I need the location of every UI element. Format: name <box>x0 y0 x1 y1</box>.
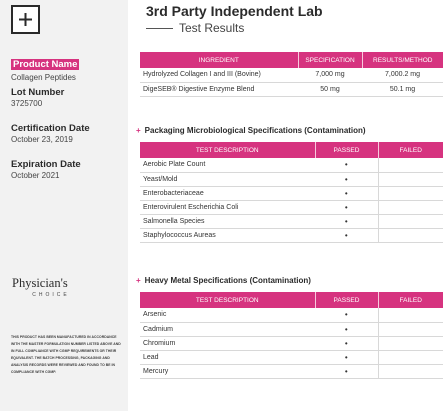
field-lot-number <box>11 87 64 109</box>
failed-cell <box>378 186 443 200</box>
table-row <box>140 322 443 336</box>
compliance-disclaimer: THIS PRODUCT HAS BEEN MANUFACTURED IN ACCORDANCE WITH THE MASTER FORMULATION NUMBER LISTED ABOVE AND IN FULL COMPLIANCE WITH CGMP REQUIREMENTS OR THEIR EQUIVALENT. THE BATCH PROCESSING, PACKAGING AND ANALYSIS RECORDS WERE REVIEWED AND FOUND TO BE IN COMPLIANCE WITH CGMP. <box>11 335 121 375</box>
table-row <box>140 158 443 172</box>
test-name: Staphylococcus Aureas <box>140 228 315 242</box>
subtitle-text: Test Results <box>179 21 245 35</box>
micro-table <box>140 142 443 243</box>
field-expiration-date <box>11 159 81 181</box>
passed-mark: • <box>315 172 378 186</box>
test-name: Aerobic Plate Count <box>140 158 315 172</box>
column-header: TEST DESCRIPTION <box>140 142 315 158</box>
table-row <box>140 214 443 228</box>
table-row <box>140 68 443 82</box>
ingredient-name: Hydrolyzed Collagen I and III (Bovine) <box>140 68 298 82</box>
passed-mark: • <box>315 336 378 350</box>
passed-mark: • <box>315 186 378 200</box>
field-label: Expiration Date <box>11 159 81 170</box>
field-label: Lot Number <box>11 87 65 98</box>
test-name: Arsenic <box>140 308 315 322</box>
passed-mark: • <box>315 200 378 214</box>
table-row <box>140 350 443 364</box>
failed-cell <box>378 172 443 186</box>
field-value: October 2021 <box>11 171 60 180</box>
column-header: FAILED <box>378 142 443 158</box>
brand-logo <box>12 276 112 298</box>
field-label: Certification Date <box>11 123 90 134</box>
field-value: Collagen Peptides <box>11 73 76 82</box>
test-name: Salmonella Species <box>140 214 315 228</box>
column-header: SPECIFICATION <box>298 52 362 68</box>
metal-section-heading[interactable] <box>136 276 311 285</box>
main-content <box>128 0 447 411</box>
test-name: Enterovirulent Escherichia Coli <box>140 200 315 214</box>
field-value: October 23, 2019 <box>11 135 73 144</box>
table-header-row <box>140 292 443 308</box>
plus-icon: + <box>136 126 141 135</box>
plus-icon: + <box>136 276 141 285</box>
test-name: Enterobacteriaceae <box>140 186 315 200</box>
passed-mark: • <box>315 364 378 378</box>
failed-cell <box>378 158 443 172</box>
table-row <box>140 186 443 200</box>
ingredient-result: 50.1 mg <box>362 82 443 96</box>
failed-cell <box>378 228 443 242</box>
logo-subtitle: CHOICE <box>32 292 70 298</box>
table-row <box>140 308 443 322</box>
test-name: Cadmium <box>140 322 315 336</box>
test-name: Chromium <box>140 336 315 350</box>
failed-cell <box>378 308 443 322</box>
passed-mark: • <box>315 158 378 172</box>
passed-mark: • <box>315 228 378 242</box>
plus-icon <box>19 13 32 26</box>
passed-mark: • <box>315 308 378 322</box>
ingredient-spec: 50 mg <box>298 82 362 96</box>
field-certification-date <box>11 123 90 145</box>
passed-mark: • <box>315 322 378 336</box>
column-header: TEST DESCRIPTION <box>140 292 315 308</box>
test-name: Lead <box>140 350 315 364</box>
table-header-row <box>140 52 443 68</box>
failed-cell <box>378 214 443 228</box>
test-name: Mercury <box>140 364 315 378</box>
micro-section-heading[interactable] <box>136 126 366 135</box>
logo-name: Physician's <box>12 276 68 290</box>
table-row <box>140 364 443 378</box>
table-row <box>140 336 443 350</box>
metal-table <box>140 292 443 379</box>
ingredients-table <box>140 52 443 97</box>
column-header: RESULTS/METHOD <box>362 52 443 68</box>
failed-cell <box>378 200 443 214</box>
section-heading-text: Packaging Microbiological Specifications (Contamination) <box>144 126 366 135</box>
table-row <box>140 228 443 242</box>
table-header-row <box>140 142 443 158</box>
column-header: FAILED <box>378 292 443 308</box>
table-row <box>140 82 443 96</box>
failed-cell <box>378 350 443 364</box>
column-header: PASSED <box>315 292 378 308</box>
column-header: PASSED <box>315 142 378 158</box>
ingredient-spec: 7,000 mg <box>298 68 362 82</box>
passed-mark: • <box>315 350 378 364</box>
subtitle-dash <box>146 28 173 29</box>
sidebar <box>0 0 128 411</box>
table-row <box>140 200 443 214</box>
failed-cell <box>378 322 443 336</box>
failed-cell <box>378 364 443 378</box>
test-name: Yeast/Mold <box>140 172 315 186</box>
column-header: INGREDIENT <box>140 52 298 68</box>
field-label: Product Name <box>13 59 78 70</box>
ingredient-name: DigeSEB® Digestive Enzyme Blend <box>140 82 298 96</box>
expand-button[interactable] <box>11 5 40 34</box>
table-row <box>140 172 443 186</box>
field-product-name <box>11 54 79 83</box>
ingredient-result: 7,000.2 mg <box>362 68 443 82</box>
field-value: 3725700 <box>11 99 43 108</box>
page-title: 3rd Party Independent Lab <box>146 3 323 19</box>
page-subtitle <box>146 21 244 35</box>
failed-cell <box>378 336 443 350</box>
section-heading-text: Heavy Metal Specifications (Contamination) <box>144 276 311 285</box>
passed-mark: • <box>315 214 378 228</box>
